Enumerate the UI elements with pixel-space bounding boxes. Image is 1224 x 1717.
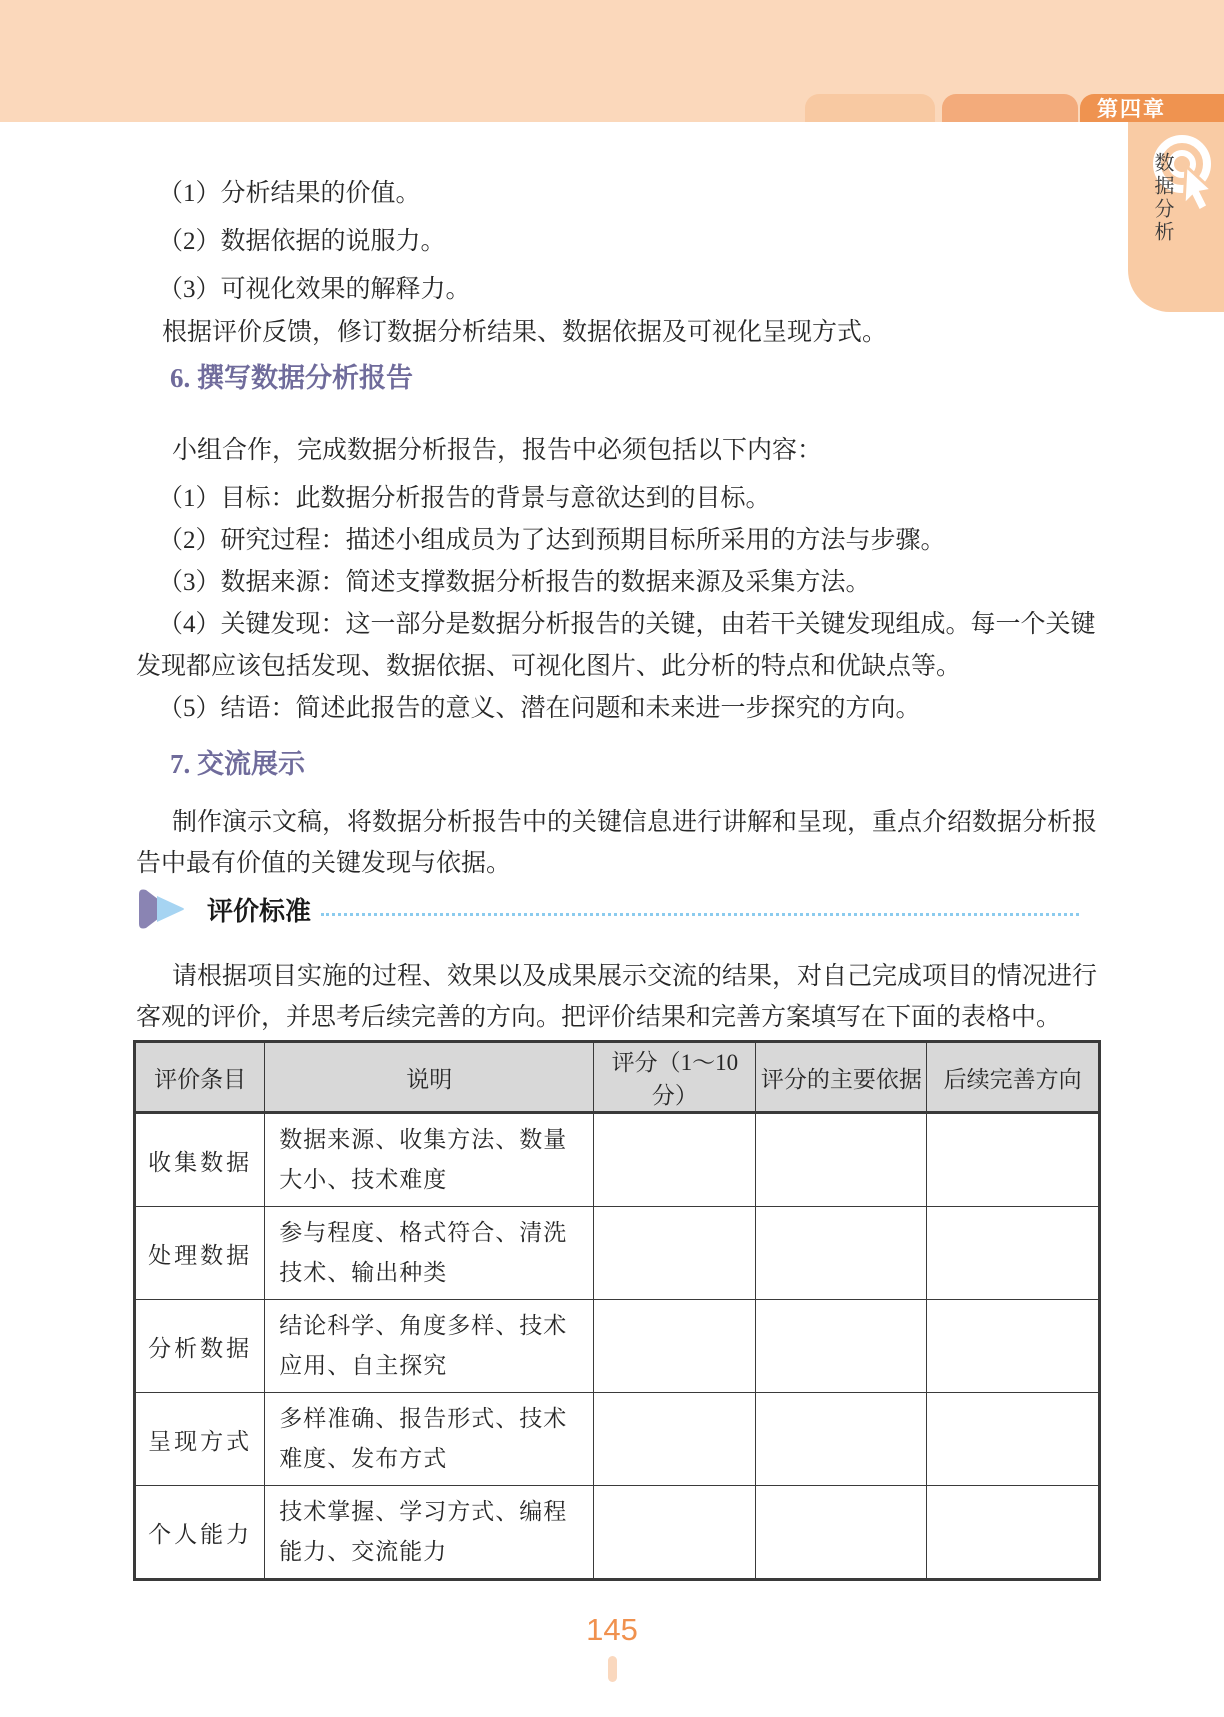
table-row <box>135 1113 1100 1207</box>
decorative-tab-1 <box>805 94 935 122</box>
table-header-row <box>135 1042 1100 1113</box>
section-6-heading: 6. 撰写数据分析报告 <box>170 363 413 393</box>
header-cell-basis: 评分的主要依据 <box>756 1042 927 1113</box>
score-cell <box>594 1207 756 1300</box>
header-cell-score: 评分（1～10分） <box>594 1042 756 1113</box>
description-cell: 技术掌握、学习方式、编程能力、交流能力 <box>265 1486 594 1580</box>
score-cell <box>594 1300 756 1393</box>
evaluation-intro: 请根据项目实施的过程、效果以及成果展示交流的结果，对自己完成项目的情况进行客观的评价，并思考后续完善的方向。把评价结果和完善方案填写在下面的表格中。 <box>136 963 1098 1031</box>
section-6-lead: 小组合作，完成数据分析报告，报告中必须包括以下内容： <box>172 437 823 464</box>
review-item: （3）可视化效果的解释力。 <box>158 276 471 303</box>
description-cell: 多样准确、报告形式、技术难度、发布方式 <box>265 1393 594 1486</box>
evaluation-heading: 评价标准 <box>207 895 312 926</box>
chapter-label: 第四章 <box>1097 98 1166 121</box>
header-cell-criteria: 评价条目 <box>135 1042 265 1113</box>
description-cell: 结论科学、角度多样、技术应用、自主探究 <box>265 1300 594 1393</box>
chapter-tab <box>1080 94 1224 122</box>
side-title-vertical: 数据分析 <box>1151 152 1173 244</box>
basis-cell <box>756 1207 927 1300</box>
section-6-item-1: （1）目标：此数据分析报告的背景与意欲达到的目标。 <box>158 485 771 512</box>
criteria-cell: 呈现方式 <box>135 1393 265 1486</box>
footer-bar <box>608 1656 617 1682</box>
criteria-cell: 个人能力 <box>135 1486 265 1580</box>
basis-cell <box>756 1300 927 1393</box>
table-row <box>135 1300 1100 1393</box>
improvement-cell <box>927 1300 1100 1393</box>
score-cell <box>594 1113 756 1207</box>
criteria-cell: 收集数据 <box>135 1113 265 1207</box>
section-6-item-3: （3）数据来源：简述支撑数据分析报告的数据来源及采集方法。 <box>158 569 871 596</box>
table-row <box>135 1486 1100 1580</box>
decorative-tab-2 <box>942 94 1078 122</box>
evaluation-heading-row <box>133 886 1101 932</box>
basis-cell <box>756 1113 927 1207</box>
evaluation-marker-icon <box>133 886 195 932</box>
section-6-item-2: （2）研究过程：描述小组成员为了达到预期目标所采用的方法与步骤。 <box>158 527 946 554</box>
header-cell-description: 说明 <box>265 1042 594 1113</box>
header-cell-improvement: 后续完善方向 <box>927 1042 1100 1113</box>
basis-cell <box>756 1393 927 1486</box>
improvement-cell <box>927 1113 1100 1207</box>
description-cell: 参与程度、格式符合、清洗技术、输出种类 <box>265 1207 594 1300</box>
improvement-cell <box>927 1393 1100 1486</box>
improvement-cell <box>927 1207 1100 1300</box>
evaluation-table <box>133 1040 1101 1581</box>
review-note: 根据评价反馈，修订数据分析结果、数据依据及可视化呈现方式。 <box>162 319 888 346</box>
section-6-item-4: （4）关键发现：这一部分是数据分析报告的关键，由若干关键发现组成。每一个关键发现都应该包括发现、数据依据、可视化图片、此分析的特点和优缺点等。 <box>136 611 1096 680</box>
improvement-cell <box>927 1486 1100 1580</box>
basis-cell <box>756 1486 927 1580</box>
section-7-paragraph: 制作演示文稿，将数据分析报告中的关键信息进行讲解和呈现，重点介绍数据分析报告中最有价值的关键发现与依据。 <box>136 809 1098 877</box>
side-panel <box>1128 122 1224 312</box>
score-cell <box>594 1393 756 1486</box>
criteria-cell: 分析数据 <box>135 1300 265 1393</box>
table-row <box>135 1207 1100 1300</box>
section-7-heading: 7. 交流展示 <box>170 749 305 779</box>
dotted-divider <box>321 913 1079 916</box>
page-number: 145 <box>586 1612 638 1647</box>
review-criteria-list <box>136 170 1102 314</box>
section-6-items <box>136 478 1102 730</box>
header-band <box>0 0 1224 122</box>
description-cell: 数据来源、收集方法、数量大小、技术难度 <box>265 1113 594 1207</box>
review-item: （2）数据依据的说服力。 <box>158 228 446 255</box>
table-row <box>135 1393 1100 1486</box>
score-cell <box>594 1486 756 1580</box>
review-item: （1）分析结果的价值。 <box>158 180 421 207</box>
section-6-item-5: （5）结语：简述此报告的意义、潜在问题和未来进一步探究的方向。 <box>158 695 921 722</box>
criteria-cell: 处理数据 <box>135 1207 265 1300</box>
